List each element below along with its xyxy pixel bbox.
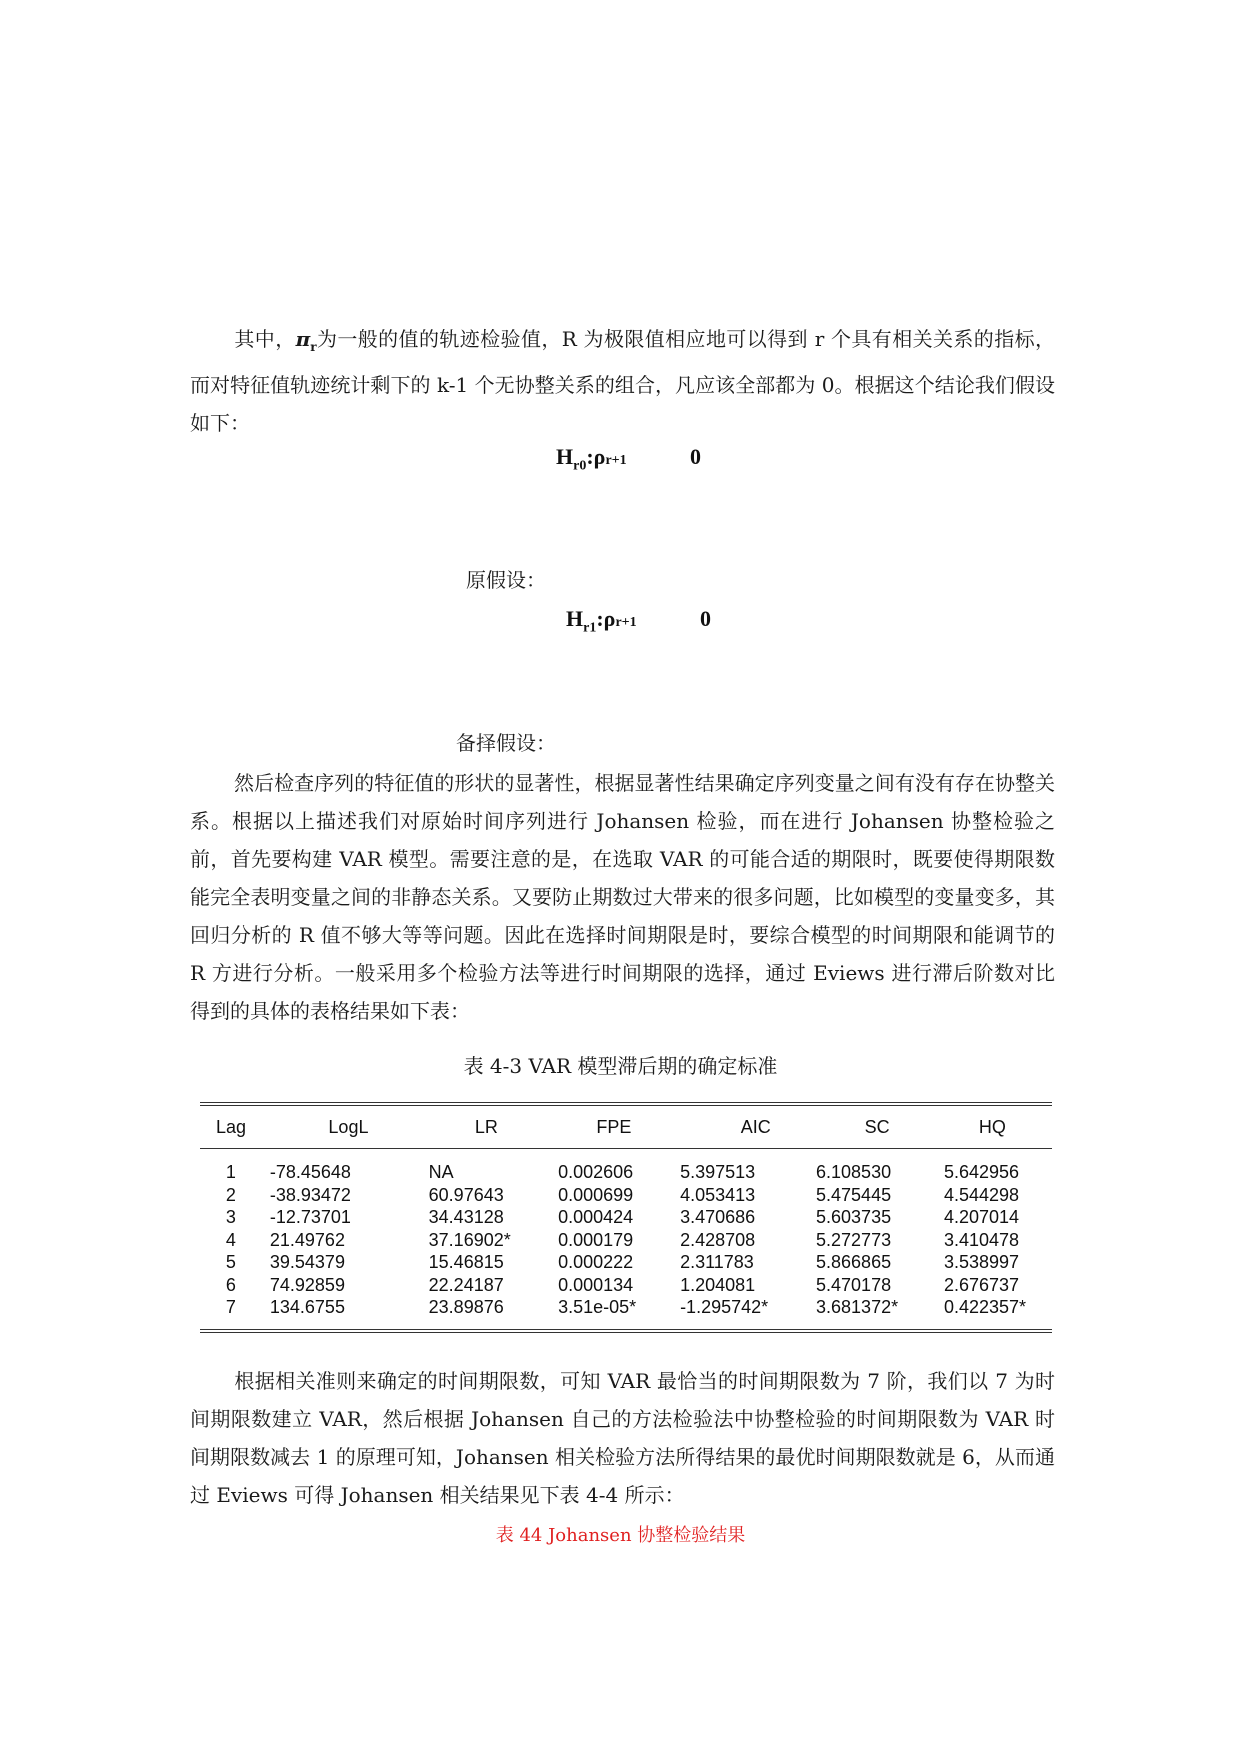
header-aic: AIC bbox=[740, 1116, 771, 1137]
header-lr: LR bbox=[474, 1116, 498, 1137]
header-lag: Lag bbox=[215, 1116, 247, 1137]
cell-aic: 4.053413 bbox=[680, 1184, 756, 1205]
header-hq: HQ bbox=[978, 1116, 1006, 1137]
cell-hq: 3.538997 bbox=[943, 1252, 1020, 1272]
cell-logl: -38.93472 bbox=[269, 1184, 351, 1205]
h1-rho-subscript: r+1 bbox=[615, 615, 637, 630]
cell-hq: 0.422357* bbox=[943, 1297, 1027, 1317]
cell-aic: -1.295742* bbox=[680, 1297, 769, 1317]
header-logl: LogL bbox=[328, 1116, 369, 1137]
table-row bbox=[200, 1229, 1052, 1252]
table-row bbox=[200, 1274, 1052, 1297]
cell-hq: 5.642956 bbox=[943, 1162, 1020, 1182]
cell-aic: 2.311783 bbox=[680, 1252, 754, 1272]
cell-sc: 5.603735 bbox=[816, 1207, 892, 1227]
cell-aic: 2.428708 bbox=[680, 1229, 756, 1250]
cell-lag: 5 bbox=[225, 1252, 236, 1272]
h0-zero bbox=[690, 444, 701, 470]
header-fpe: FPE bbox=[596, 1116, 632, 1137]
cell-lr: 60.97643 bbox=[428, 1184, 504, 1205]
cell-lr: 23.89876 bbox=[428, 1297, 504, 1317]
cell-lag: 7 bbox=[225, 1297, 236, 1317]
cell-fpe: 0.000179 bbox=[558, 1229, 634, 1250]
table-header-row bbox=[200, 1106, 1052, 1148]
cell-hq: 4.207014 bbox=[943, 1207, 1020, 1227]
h0-formula bbox=[556, 444, 627, 474]
intro-paragraph bbox=[190, 320, 1055, 442]
cell-hq: 3.410478 bbox=[943, 1229, 1020, 1250]
h1-H: H bbox=[566, 606, 584, 631]
var-lag-table bbox=[200, 1102, 1052, 1333]
h1-rho: ρ bbox=[603, 606, 616, 631]
h0-colon: : bbox=[586, 444, 594, 469]
pi-subscript: r bbox=[310, 340, 317, 354]
cell-hq: 2.676737 bbox=[943, 1274, 1020, 1295]
cell-lr: 15.46815 bbox=[428, 1252, 504, 1272]
intro-prefix: 其中， bbox=[234, 327, 296, 351]
table-row bbox=[200, 1296, 1052, 1319]
cell-sc: 6.108530 bbox=[816, 1162, 892, 1182]
h0-label: 原假设： bbox=[466, 568, 546, 592]
cell-logl: 74.92859 bbox=[269, 1274, 345, 1295]
h1-zero-value: 0 bbox=[700, 606, 711, 631]
cell-lag: 2 bbox=[225, 1184, 236, 1205]
cell-fpe: 0.000424 bbox=[558, 1207, 634, 1227]
table-bottom-rule bbox=[200, 1329, 1052, 1333]
cell-aic: 3.470686 bbox=[680, 1207, 756, 1227]
cell-sc: 5.272773 bbox=[816, 1229, 892, 1250]
cell-fpe: 0.000699 bbox=[558, 1184, 634, 1205]
cell-hq: 4.544298 bbox=[943, 1184, 1020, 1205]
cell-fpe: 0.002606 bbox=[558, 1162, 634, 1182]
table-row bbox=[200, 1184, 1052, 1207]
h0-subscript: r0 bbox=[573, 458, 587, 474]
cell-fpe: 3.51e-05* bbox=[558, 1297, 637, 1317]
table-row bbox=[200, 1206, 1052, 1229]
cell-lr: NA bbox=[428, 1162, 454, 1182]
cell-fpe: 0.000134 bbox=[558, 1274, 634, 1295]
cell-lag: 6 bbox=[225, 1274, 236, 1295]
h1-label: 备择假设： bbox=[456, 731, 556, 755]
cell-logl: 21.49762 bbox=[269, 1229, 345, 1250]
cell-lag: 3 bbox=[225, 1207, 236, 1227]
h1-colon: : bbox=[596, 606, 604, 631]
cell-sc: 5.470178 bbox=[816, 1274, 892, 1295]
method-text: 然后检查序列的特征值的形状的显著性，根据显著性结果确定序列变量之间有没有存在协整关系。根据以上描述我们对原始时间序列进行 Johansen 检验，而在进行 Johansen 协整检验之前，首先要构建 VAR 模型。需要注意的是，在选取 VAR 的可能合适的期限时，既要使得期限数能完全表明变量之间的非静态关系。又要防止期数过大带来的很多问题，比如模型的变量变多，其回归分析的 R 值不够大等等问题。因此在选择时间期限是时，要综合模型的时间期限和能调节的 R 方进行分析。一般采用多个检验方法等进行时间期限的选择，通过 Eviews 进行滞后阶数对比得到的具体的表格结果如下表： bbox=[190, 771, 1055, 1023]
h1-subscript: r1 bbox=[583, 620, 597, 636]
table-caption: 表 4-3 VAR 模型滞后期的确定标准 bbox=[463, 1054, 778, 1078]
cell-aic: 5.397513 bbox=[680, 1162, 756, 1182]
cell-logl: 134.6755 bbox=[269, 1297, 345, 1317]
h0-H: H bbox=[556, 444, 574, 469]
method-paragraph bbox=[190, 764, 1055, 1030]
cell-fpe: 0.000222 bbox=[558, 1252, 634, 1272]
lag-criteria-body bbox=[200, 1161, 1052, 1319]
cell-logl: 39.54379 bbox=[269, 1252, 345, 1272]
pi-r-symbol bbox=[295, 327, 317, 354]
intro-text: 为一般的值的轨迹检验值，R 为极限值相应地可以得到 r 个具有相关关系的指标，而对特征值轨迹统计剩下的 k-1 个无协整关系的组合，凡应该全部都为 0。根据这个结论我们假设如下： bbox=[190, 327, 1055, 435]
pi-symbol: π bbox=[295, 327, 311, 351]
cell-sc: 5.866865 bbox=[816, 1252, 892, 1272]
header-sc: SC bbox=[864, 1116, 890, 1137]
h1-formula bbox=[566, 606, 637, 636]
table-row bbox=[200, 1161, 1052, 1184]
result-text: 根据相关准则来确定的时间期限数，可知 VAR 最恰当的时间期限数为 7 阶，我们以 7 为时间期限数建立 VAR，然后根据 Johansen 自己的方法检验法中协整检验的时间期限数为 VAR 时间期限数减去 1 的原理可知，Johansen 相关检验方法所得结果的最优时间期限数就是 6，从而通过 Eviews 可得 Johansen 相关结果见下表 4-4 所示： bbox=[190, 1369, 1055, 1507]
cell-logl: -78.45648 bbox=[269, 1162, 351, 1182]
cell-lr: 37.16902* bbox=[428, 1229, 511, 1250]
lag-criteria-table bbox=[200, 1106, 1052, 1148]
cell-lag: 1 bbox=[225, 1162, 236, 1182]
h0-rho-subscript: r+1 bbox=[605, 453, 627, 468]
result-paragraph bbox=[190, 1362, 1055, 1514]
table-row bbox=[200, 1251, 1052, 1274]
cell-lr: 34.43128 bbox=[428, 1207, 504, 1227]
cell-logl: -12.73701 bbox=[269, 1207, 351, 1227]
cell-lag: 4 bbox=[225, 1229, 236, 1250]
h0-rho: ρ bbox=[593, 444, 606, 469]
cell-lr: 22.24187 bbox=[428, 1274, 504, 1295]
h0-zero-value: 0 bbox=[690, 444, 701, 469]
table-44-caption: 表 44 Johansen 协整检验结果 bbox=[495, 1525, 746, 1546]
cell-sc: 5.475445 bbox=[816, 1184, 892, 1205]
h1-zero bbox=[700, 606, 711, 632]
cell-sc: 3.681372* bbox=[816, 1297, 899, 1317]
cell-aic: 1.204081 bbox=[680, 1274, 756, 1295]
